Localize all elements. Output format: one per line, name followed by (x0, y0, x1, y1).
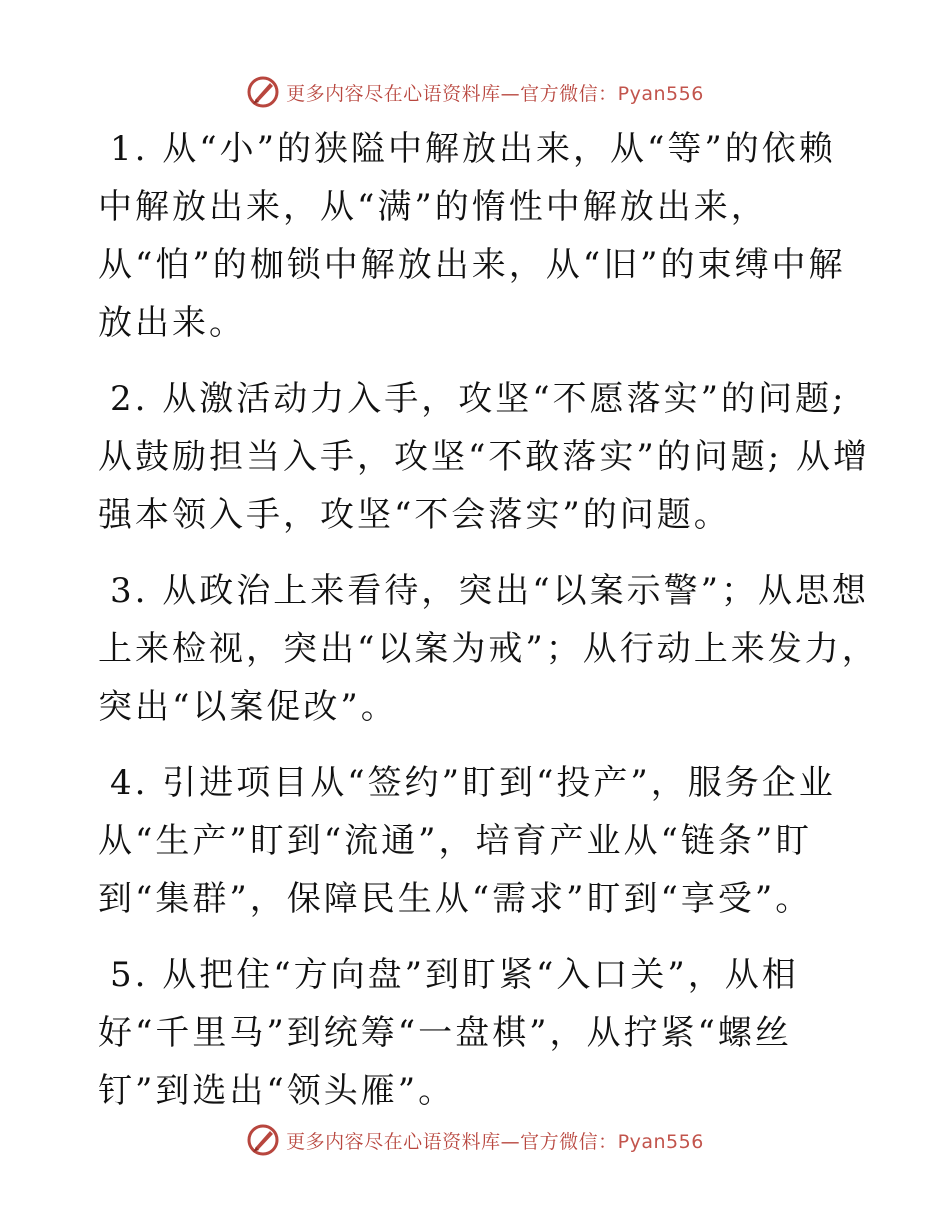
paragraph-line: 2. 从激活动力入手，攻坚“不愿落实”的问题; (110, 379, 847, 419)
paragraph-2 (98, 370, 871, 544)
paragraph-line: 3. 从政治上来看待，突出“以案示警”；从思想 (110, 571, 870, 611)
quill-circle-icon (246, 75, 280, 109)
paragraph-line: 突出“以案促改”。 (98, 687, 398, 727)
paragraph-line: 钉”到选出“领头雁”。 (98, 1071, 456, 1111)
paragraph-1 (98, 120, 858, 352)
quill-circle-icon (246, 1123, 280, 1157)
paragraph-line: 放出来。 (98, 303, 246, 343)
header-watermark (0, 72, 950, 112)
paragraph-line: 从鼓励担当入手，攻坚“不敢落实”的问题; 从增 (98, 437, 871, 477)
watermark-text: 更多内容尽在心语资料库—官方微信：Pyan556 (286, 82, 704, 105)
paragraph-line: 1. 从“小”的狭隘中解放出来，从“等”的依赖 (110, 129, 836, 169)
paragraph-line: 强本领入手，攻坚“不会落实”的问题。 (98, 495, 731, 535)
footer-watermark (0, 1120, 950, 1160)
paragraph-5 (98, 946, 858, 1120)
paragraph-line: 从“生产”盯到“流通”，培育产业从“链条”盯 (98, 821, 813, 861)
watermark-text: 更多内容尽在心语资料库—官方微信：Pyan556 (286, 1130, 704, 1153)
paragraph-4 (98, 754, 858, 928)
paragraph-line: 4. 引进项目从“签约”盯到“投产”，服务企业 (110, 763, 836, 803)
paragraph-3 (98, 562, 879, 736)
paragraph-line: 中解放出来，从“满”的惰性中解放出来， (98, 187, 768, 227)
paragraph-line: 好“千里马”到统筹“一盘棋”，从拧紧“螺丝 (98, 1013, 792, 1053)
paragraph-line: 到“集群”，保障民生从“需求”盯到“享受”。 (98, 879, 813, 919)
paragraph-line: 5. 从把住“方向盘”到盯紧“入口关”，从相 (110, 955, 799, 995)
document-body (98, 120, 879, 1138)
paragraph-line: 上来检视，突出“以案为戒”；从行动上来发力， (98, 629, 879, 669)
paragraph-line: 从“怕”的枷锁中解放出来，从“旧”的束缚中解 (98, 245, 846, 285)
